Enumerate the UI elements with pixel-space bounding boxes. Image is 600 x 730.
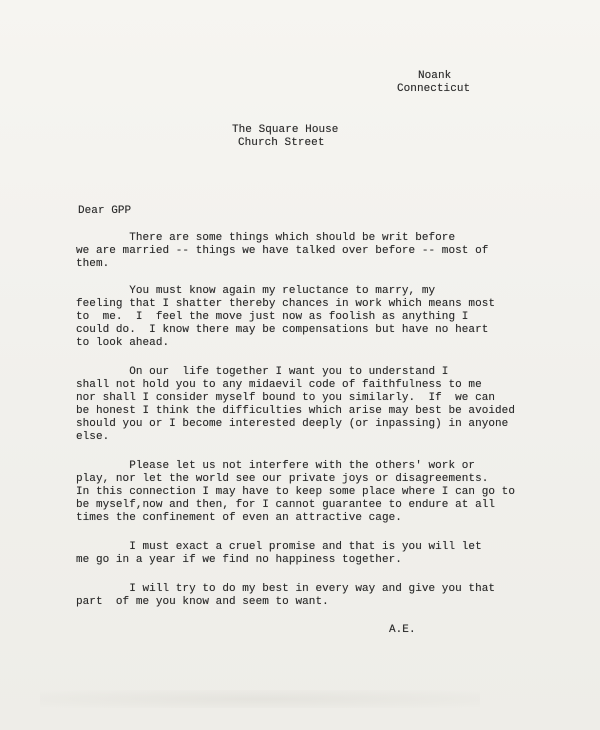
paragraph-4-line-5: times the confinement of even an attractive cage. [76, 512, 402, 524]
signature: A.E. [389, 624, 416, 636]
paragraph-4-line-2: play, nor let the world see our private joys or disagreements. [76, 473, 489, 485]
paper-shadow [40, 690, 480, 708]
location-state: Connecticut [397, 83, 471, 95]
paragraph-2-line-5: to look ahead. [76, 337, 170, 349]
paragraph-1-line-3: them. [76, 258, 110, 270]
paragraph-3-line-5: should you or I become interested deeply (or inpassing) in anyone [76, 418, 509, 430]
paragraph-2-line-1: You must know again my reluctance to marry, my [76, 285, 436, 297]
paragraph-1-line-1: There are some things which should be writ before [76, 232, 456, 244]
paragraph-3-line-4: be honest I think the difficulties which arise may best be avoided [76, 405, 515, 417]
paragraph-5-line-1: I must exact a cruel promise and that is you will let [76, 541, 482, 553]
paragraph-6-line-1: I will try to do my best in every way and give you that [76, 583, 496, 595]
location-town: Noank [418, 70, 452, 82]
paragraph-3-line-6: else. [76, 431, 110, 443]
paragraph-5-line-2: me go in a year if we find no happiness together. [76, 554, 402, 566]
salutation: Dear GPP [78, 205, 132, 217]
paragraph-4-line-3: In this connection I may have to keep some place where I can go to [76, 486, 515, 498]
address-house: The Square House [232, 124, 339, 136]
paragraph-4-line-1: Please let us not interfere with the others' work or [76, 460, 476, 472]
paragraph-4-line-4: be myself,now and then, for I cannot guarantee to endure at all [76, 499, 496, 511]
paragraph-6-line-2: part of me you know and seem to want. [76, 596, 329, 608]
paragraph-3-line-1: On our life together I want you to understand I [76, 366, 449, 378]
paragraph-2-line-3: to me. I feel the move just now as foolish as anything I [76, 311, 469, 323]
paragraph-2-line-4: could do. I know there may be compensations but have no heart [76, 324, 489, 336]
paragraph-3-line-2: shall not hold you to any midaevil code of faithfulness to me [76, 379, 482, 391]
paragraph-3-line-3: nor shall I consider myself bound to you similarly. If we can [76, 392, 496, 404]
paragraph-1-line-2: we are married -- things we have talked over before -- most of [76, 245, 489, 257]
paragraph-2-line-2: feeling that I shatter thereby chances in work which means most [76, 298, 496, 310]
address-street: Church Street [238, 137, 325, 149]
